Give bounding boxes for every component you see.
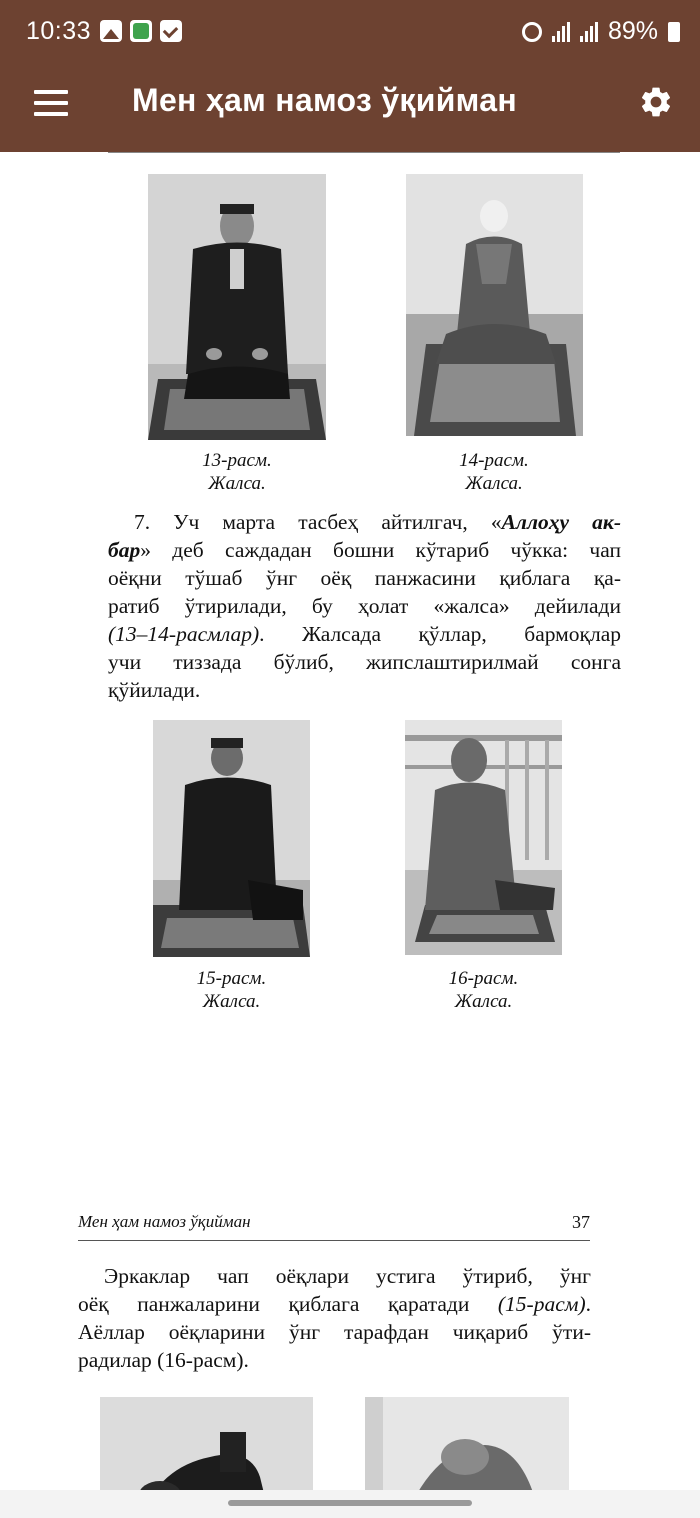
figure-13-caption [148,449,326,495]
signal-icon-2 [580,22,598,42]
figure-14-photo [406,174,583,436]
system-icons [522,17,680,46]
caption-label: Жалса. [465,473,523,494]
menu-icon[interactable] [34,90,68,116]
running-head-title: Мен ҳам намоз ўқийман [78,1212,251,1231]
paragraph-line: Эркаклар чап оёқлари устига ўтириб, ўнг [104,1264,591,1288]
battery-icon [668,22,680,42]
paragraph-jalsa [108,508,621,704]
paragraph-line: оёқ панжаларини қиблага қаратади (15-расм). [78,1292,591,1316]
paragraph-line: радилар (16-расм). [78,1348,249,1372]
paragraph-line: Аёллар оёқларини ўнг тарафдан чиқариб ўти- [78,1320,591,1344]
caption-label: Жалса. [208,473,266,494]
figure-13-photo [148,174,326,440]
caption-number: 16-расм. [448,968,519,989]
home-indicator[interactable] [228,1500,472,1506]
page-top-rule [108,152,620,153]
caption-label: Жалса. [454,991,513,1012]
paragraph-line: учи тиззада бўлиб, жипслаштирилмай сонга [108,650,621,674]
caption-number: 13-расм. [202,450,272,471]
gallery-notification-icon [100,20,122,42]
paragraph-line: бар» деб саждадан бошни кўтариб чўкка: чап [108,538,621,562]
caption-number: 14-расм. [459,450,529,471]
paragraph-line: қўйилади. [108,678,201,702]
gear-icon[interactable] [638,84,674,120]
paragraph-line: 7. Уч марта тасбеҳ айтилгач, «Аллоҳу ак- [134,510,621,534]
app-title: Мен ҳам намоз ўқийман [132,82,517,118]
paragraph-line: ратиб ўтирилади, бу ҳолат «жалса» дейилади [108,594,621,618]
document-page[interactable] [0,152,700,1518]
task-notification-icon [160,20,182,42]
battery-level: 89% [607,17,658,45]
running-head [78,1212,590,1232]
figure-15-photo [153,720,310,957]
paragraph-line: оёқни тўшаб ўнг оёқ панжасини қиблага қа- [108,566,621,590]
figure-16-caption [405,967,562,1013]
paragraph-line: (13–14-расмлар). Жалсада қўллар, бармоқлар [108,622,621,646]
signal-icon [552,22,570,42]
status-bar [0,0,700,66]
figure-16-photo [405,720,562,955]
running-head-rule [78,1240,590,1241]
app-notification-icon [130,20,152,42]
notification-icons [100,20,182,42]
figure-15-caption [153,967,310,1013]
page-number: 37 [572,1212,590,1232]
caption-label: Жалса. [202,991,261,1012]
app-bar [0,66,700,152]
figure-14-caption [405,449,583,495]
status-time: 10:33 [26,17,92,45]
paragraph-men-women [78,1262,591,1374]
alarm-icon [522,22,542,42]
caption-number: 15-расм. [196,968,267,989]
